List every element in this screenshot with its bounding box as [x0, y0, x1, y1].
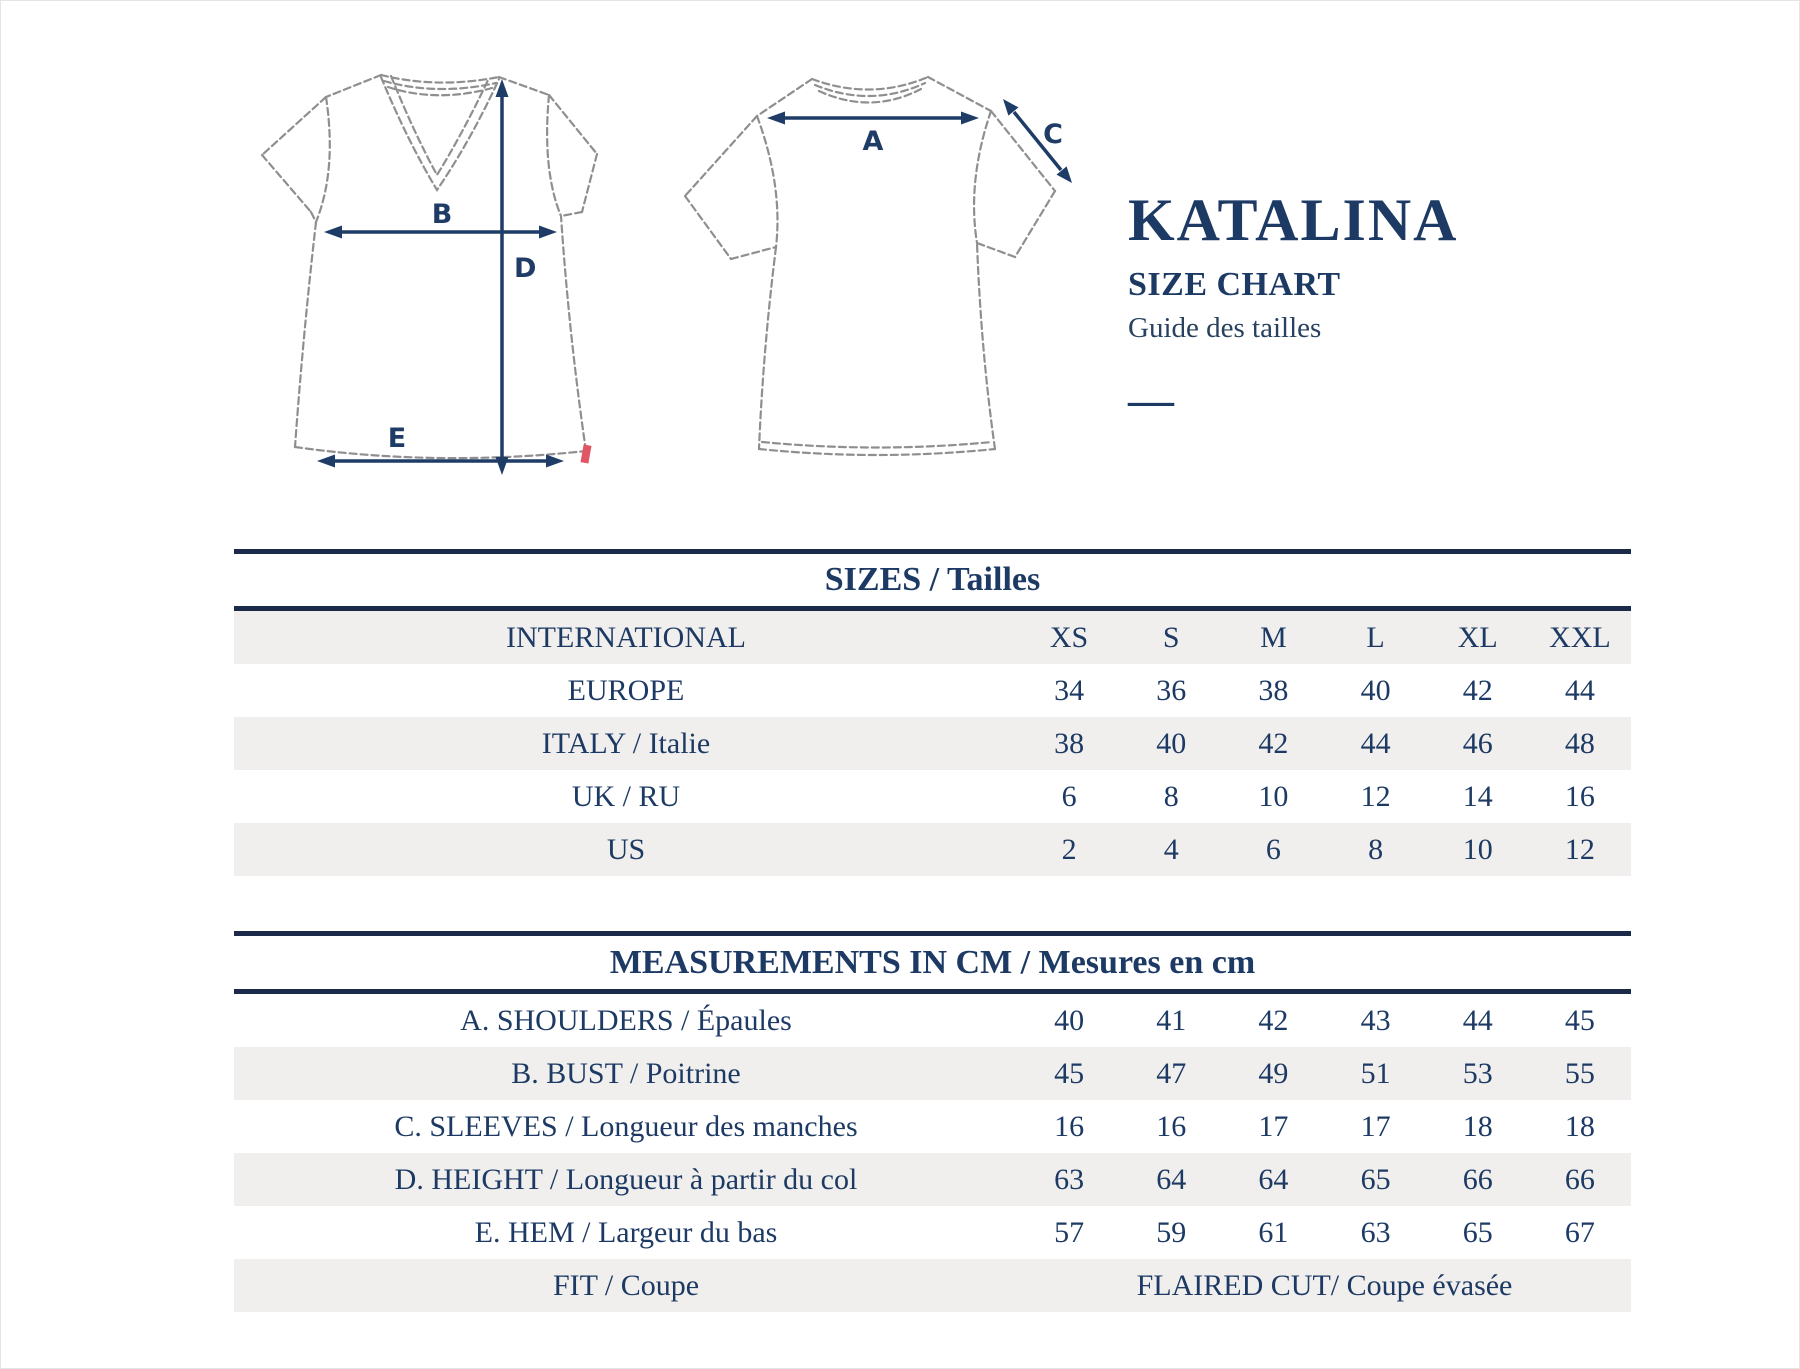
sizes-row-uk: [234, 770, 1631, 823]
row-label: INTERNATIONAL: [506, 620, 746, 654]
measure-row-shoulders: [234, 994, 1631, 1047]
measure-value: 57: [1054, 1215, 1085, 1249]
size-value: 6: [1061, 779, 1077, 813]
size-value: 10: [1258, 779, 1289, 813]
sizes-row-italy: [234, 717, 1631, 770]
fit-value: FLAIRED CUT/ Coupe évasée: [1136, 1268, 1513, 1302]
size-chart-title: SIZE CHART: [1128, 266, 1341, 303]
row-label: US: [606, 832, 646, 866]
size-value: 46: [1462, 726, 1493, 760]
size-value: 36: [1156, 673, 1187, 707]
measure-value: 55: [1564, 1056, 1595, 1090]
measure-arrow-a: [767, 112, 979, 125]
measure-value: 65: [1360, 1162, 1391, 1196]
sizes-table: [234, 549, 1631, 876]
title-block: [1128, 187, 1459, 425]
row-label: D. HEIGHT / Longueur à partir du col: [394, 1162, 858, 1196]
size-value: 14: [1462, 779, 1493, 813]
size-value: 42: [1462, 673, 1493, 707]
size-value: 48: [1564, 726, 1595, 760]
measure-value: 17: [1360, 1109, 1391, 1143]
row-label: EUROPE: [567, 673, 685, 707]
measure-value: 61: [1258, 1215, 1289, 1249]
measure-value: 59: [1156, 1215, 1187, 1249]
brand-name: KATALINA: [1128, 187, 1459, 253]
measure-value: 18: [1564, 1109, 1595, 1143]
measure-value: 51: [1360, 1056, 1391, 1090]
measure-value: 18: [1462, 1109, 1493, 1143]
row-label: UK / RU: [571, 779, 681, 813]
size-col-s: S: [1162, 620, 1180, 654]
measurements-table: [234, 931, 1631, 1312]
measure-value: 66: [1462, 1162, 1493, 1196]
sizes-header-row: [234, 611, 1631, 664]
row-label: ITALY / Italie: [541, 726, 711, 760]
measurements-table-title: MEASUREMENTS IN CM / Mesures en cm: [609, 943, 1256, 981]
size-value: 44: [1360, 726, 1391, 760]
size-value: 38: [1054, 726, 1085, 760]
measure-value: 53: [1462, 1056, 1493, 1090]
measure-value: 45: [1054, 1056, 1085, 1090]
sizes-row-us: [234, 823, 1631, 876]
measure-value: 66: [1564, 1162, 1595, 1196]
measure-value: 49: [1258, 1056, 1289, 1090]
red-hem-tag: [580, 444, 591, 463]
measure-row-hem: [234, 1206, 1631, 1259]
measure-value: 44: [1462, 1003, 1493, 1037]
measure-value: 40: [1054, 1003, 1085, 1037]
measure-value: 16: [1054, 1109, 1085, 1143]
measure-value: 63: [1054, 1162, 1085, 1196]
measure-value: 16: [1156, 1109, 1187, 1143]
size-col-xl: XL: [1457, 620, 1498, 654]
front-bust-label: B: [431, 199, 453, 230]
measure-value: 63: [1360, 1215, 1391, 1249]
size-col-l: L: [1366, 620, 1385, 654]
size-value: 6: [1265, 832, 1281, 866]
row-label: C. SLEEVES / Longueur des manches: [394, 1109, 858, 1143]
row-label: E. HEM / Largeur du bas: [474, 1215, 778, 1249]
measure-row-height: [234, 1153, 1631, 1206]
size-col-xxl: XXL: [1549, 620, 1611, 654]
row-label: A. SHOULDERS / Épaules: [460, 1003, 792, 1037]
measure-value: 64: [1258, 1162, 1289, 1196]
size-value: 8: [1163, 779, 1179, 813]
size-value: 38: [1258, 673, 1289, 707]
measure-row-fit: [234, 1259, 1631, 1312]
size-value: 34: [1054, 673, 1085, 707]
measure-value: 64: [1156, 1162, 1187, 1196]
measure-value: 43: [1360, 1003, 1391, 1037]
size-chart-subtitle-fr: Guide des tailles: [1128, 312, 1322, 344]
size-value: 40: [1360, 673, 1391, 707]
size-value: 4: [1163, 832, 1179, 866]
back-sleeve-label: C: [1043, 119, 1063, 150]
sizes-row-europe: [234, 664, 1631, 717]
back-shoulders-label: A: [862, 126, 884, 157]
size-value: 42: [1258, 726, 1289, 760]
measure-value: 65: [1462, 1215, 1493, 1249]
sizes-table-title: SIZES / Tailles: [824, 561, 1041, 598]
front-hem-label: E: [387, 423, 407, 454]
measure-value: 47: [1156, 1056, 1187, 1090]
divider-dash: —: [1128, 374, 1174, 425]
front-shirt-diagram: [237, 55, 617, 481]
measure-row-sleeves: [234, 1100, 1631, 1153]
size-value: 44: [1564, 673, 1595, 707]
size-value: 16: [1564, 779, 1595, 813]
row-label: B. BUST / Poitrine: [511, 1056, 741, 1090]
front-height-label: D: [514, 253, 537, 284]
size-value: 2: [1061, 832, 1077, 866]
measure-value: 42: [1258, 1003, 1289, 1037]
measure-value: 17: [1258, 1109, 1289, 1143]
measure-value: 45: [1564, 1003, 1595, 1037]
back-shirt-diagram: [665, 51, 1089, 469]
size-value: 12: [1564, 832, 1595, 866]
measure-value: 41: [1156, 1003, 1187, 1037]
size-col-m: M: [1260, 620, 1287, 654]
size-col-xs: XS: [1049, 620, 1089, 654]
size-value: 12: [1360, 779, 1391, 813]
measure-arrow-d: [496, 79, 509, 475]
shirt-front-outline: [262, 75, 597, 458]
row-label: FIT / Coupe: [552, 1268, 700, 1302]
size-value: 10: [1462, 832, 1493, 866]
size-value: 8: [1368, 832, 1384, 866]
size-value: 40: [1156, 726, 1187, 760]
measure-value: 67: [1564, 1215, 1595, 1249]
measure-row-bust: [234, 1047, 1631, 1100]
